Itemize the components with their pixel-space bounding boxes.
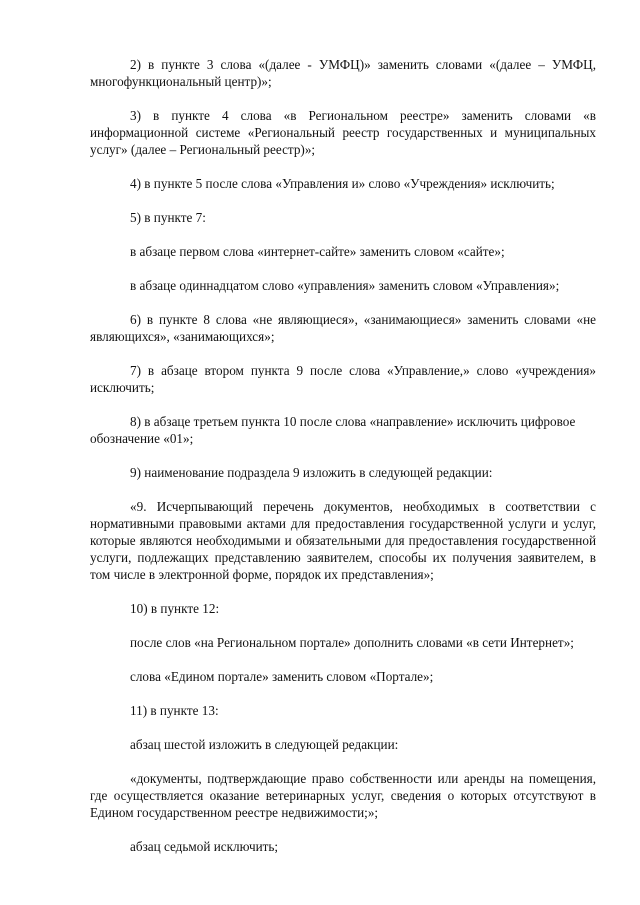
- paragraph-item-9: 9) наименование подраздела 9 изложить в следующей редакции:: [130, 465, 493, 480]
- paragraph-item-6: 6) в пункте 8 слова «не являющиеся», «занимающиеся» заменить словами «не являющихся», «занимающихся»;: [90, 312, 596, 344]
- paragraph-item-11-sub-2: абзац седьмой исключить;: [130, 839, 279, 854]
- paragraph-item-10: 10) в пункте 12:: [130, 601, 220, 616]
- paragraph-item-2: 2) в пункте 3 слова «(далее - УМФЦ)» заменить словами «(далее – УМФЦ, многофункциональный центр)»;: [90, 57, 596, 89]
- paragraph-item-4: 4) в пункте 5 после слова «Управления и» слово «Учреждения» исключить;: [130, 176, 555, 191]
- paragraph-item-3: 3) в пункте 4 слова «в Региональном реестре» заменить словами «в информационной системе «Региональный реестр государственных и муниципальных услуг» (далее – Региональный реестр)»;: [90, 108, 596, 157]
- paragraph-item-11-sub-1-text: «документы, подтверждающие право собственности или аренды на помещения, где осуществляется оказание ветеринарных услуг, сведения о которых отсутствуют в Едином государственном реестре недвижимости;»;: [90, 771, 596, 820]
- paragraph-item-8: 8) в абзаце третьем пункта 10 после слова «направление» исключить цифровое обозначение «01»;: [90, 414, 576, 446]
- paragraph-item-10-sub-1: после слов «на Региональном портале» дополнить словами «в сети Интернет»;: [130, 635, 574, 650]
- paragraph-item-9-text: «9. Исчерпывающий перечень документов, необходимых в соответствии с нормативными правовыми актами для предоставления государственной услуги и услуг, которые являются необходимыми и обязательными для предоставления государственной услуги, подлежащих представлению заявителем, способы их получения заявителем, в том числе в электронной форме, порядок их представления»;: [90, 499, 596, 582]
- paragraph-item-10-sub-2: слова «Едином портале» заменить словом «Портале»;: [130, 669, 434, 684]
- paragraph-item-11: 11) в пункте 13:: [130, 703, 219, 718]
- paragraph-item-5: 5) в пункте 7:: [130, 210, 206, 225]
- paragraph-item-7: 7) в абзаце втором пункта 9 после слова «Управление,» слово «учреждения» исключить;: [90, 363, 596, 395]
- paragraph-item-5-sub-2: в абзаце одиннадцатом слово «управления» заменить словом «Управления»;: [130, 278, 560, 293]
- paragraph-item-11-sub-1: абзац шестой изложить в следующей редакции:: [130, 737, 399, 752]
- paragraph-item-5-sub-1: в абзаце первом слова «интернет-сайте» заменить словом «сайте»;: [130, 244, 505, 259]
